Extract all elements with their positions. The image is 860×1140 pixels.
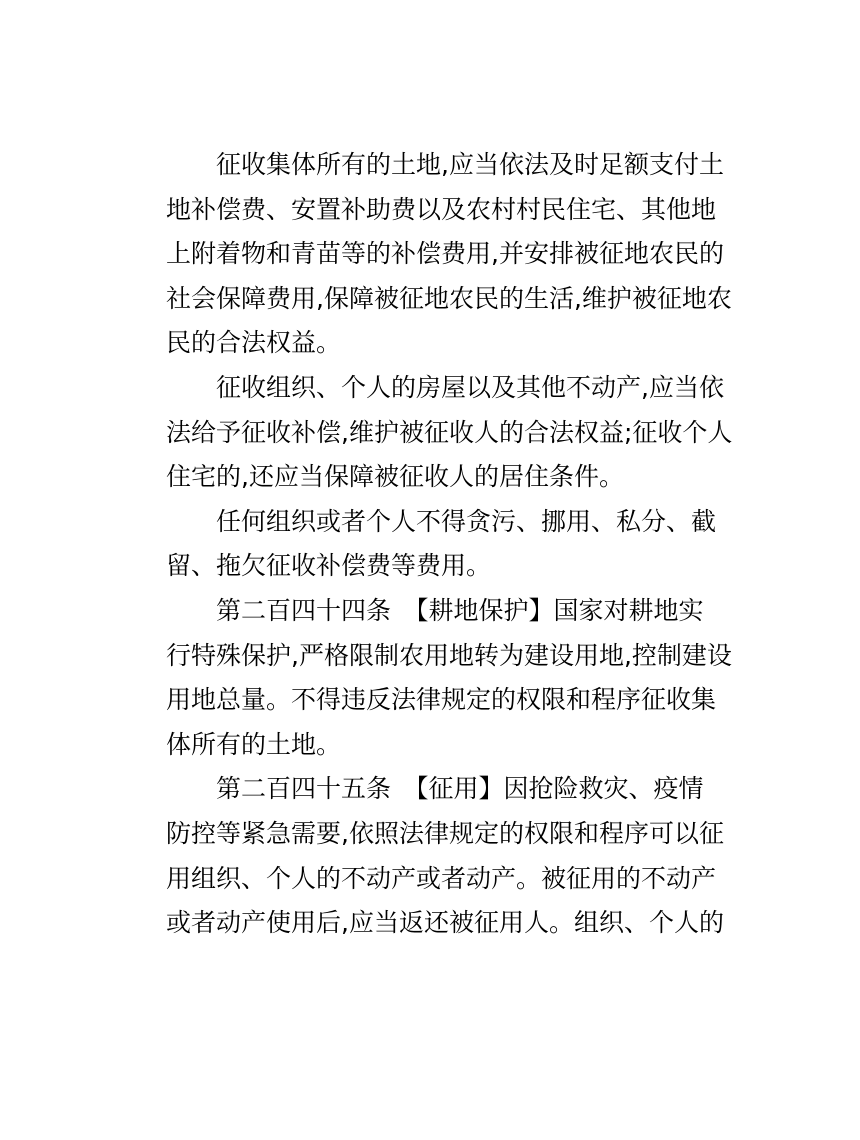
paragraph-line: 任何组织或者个人不得贪污、挪用、私分、截 <box>216 506 717 536</box>
paragraph-line: 法给予征收补偿,维护被征收人的合法权益;征收个人 <box>166 417 733 447</box>
article-244-line: 第二百四十四条 【耕地保护】国家对耕地实 <box>216 595 704 625</box>
paragraph-line: 征收集体所有的土地,应当依法及时足额支付土 <box>216 150 724 179</box>
paragraph-line: 体所有的土地。 <box>166 729 342 759</box>
paragraph-line: 住宅的,还应当保障被征收人的居住条件。 <box>166 462 624 492</box>
paragraph-line: 地补偿费、安置补助费以及农村村民住宅、其他地 <box>166 194 717 224</box>
paragraph-line: 征收组织、个人的房屋以及其他不动产,应当依 <box>216 372 724 402</box>
paragraph-line: 留、拖欠征收补偿费等费用。 <box>166 551 492 581</box>
paragraph-line: 社会保障费用,保障被征地农民的生活,维护被征地农 <box>166 283 732 313</box>
paragraph-line: 民的合法权益。 <box>166 328 342 358</box>
paragraph-line: 行特殊保护,严格限制农用地转为建设用地,控制建设 <box>166 640 732 670</box>
paragraph-line: 上附着物和青苗等的补偿费用,并安排被征地农民的 <box>166 239 724 269</box>
document-body <box>166 143 733 946</box>
article-245-line: 第二百四十五条 【征用】因抢险救灾、疫情 <box>216 774 704 804</box>
paragraph-line: 用地总量。不得违反法律规定的权限和程序征收集 <box>166 685 717 715</box>
paragraph-line: 用组织、个人的不动产或者动产。被征用的不动产 <box>166 863 717 893</box>
paragraph-line: 或者动产使用后,应当返还被征用人。组织、个人的 <box>166 908 724 938</box>
paragraph-line: 防控等紧急需要,依照法律规定的权限和程序可以征 <box>166 818 724 848</box>
